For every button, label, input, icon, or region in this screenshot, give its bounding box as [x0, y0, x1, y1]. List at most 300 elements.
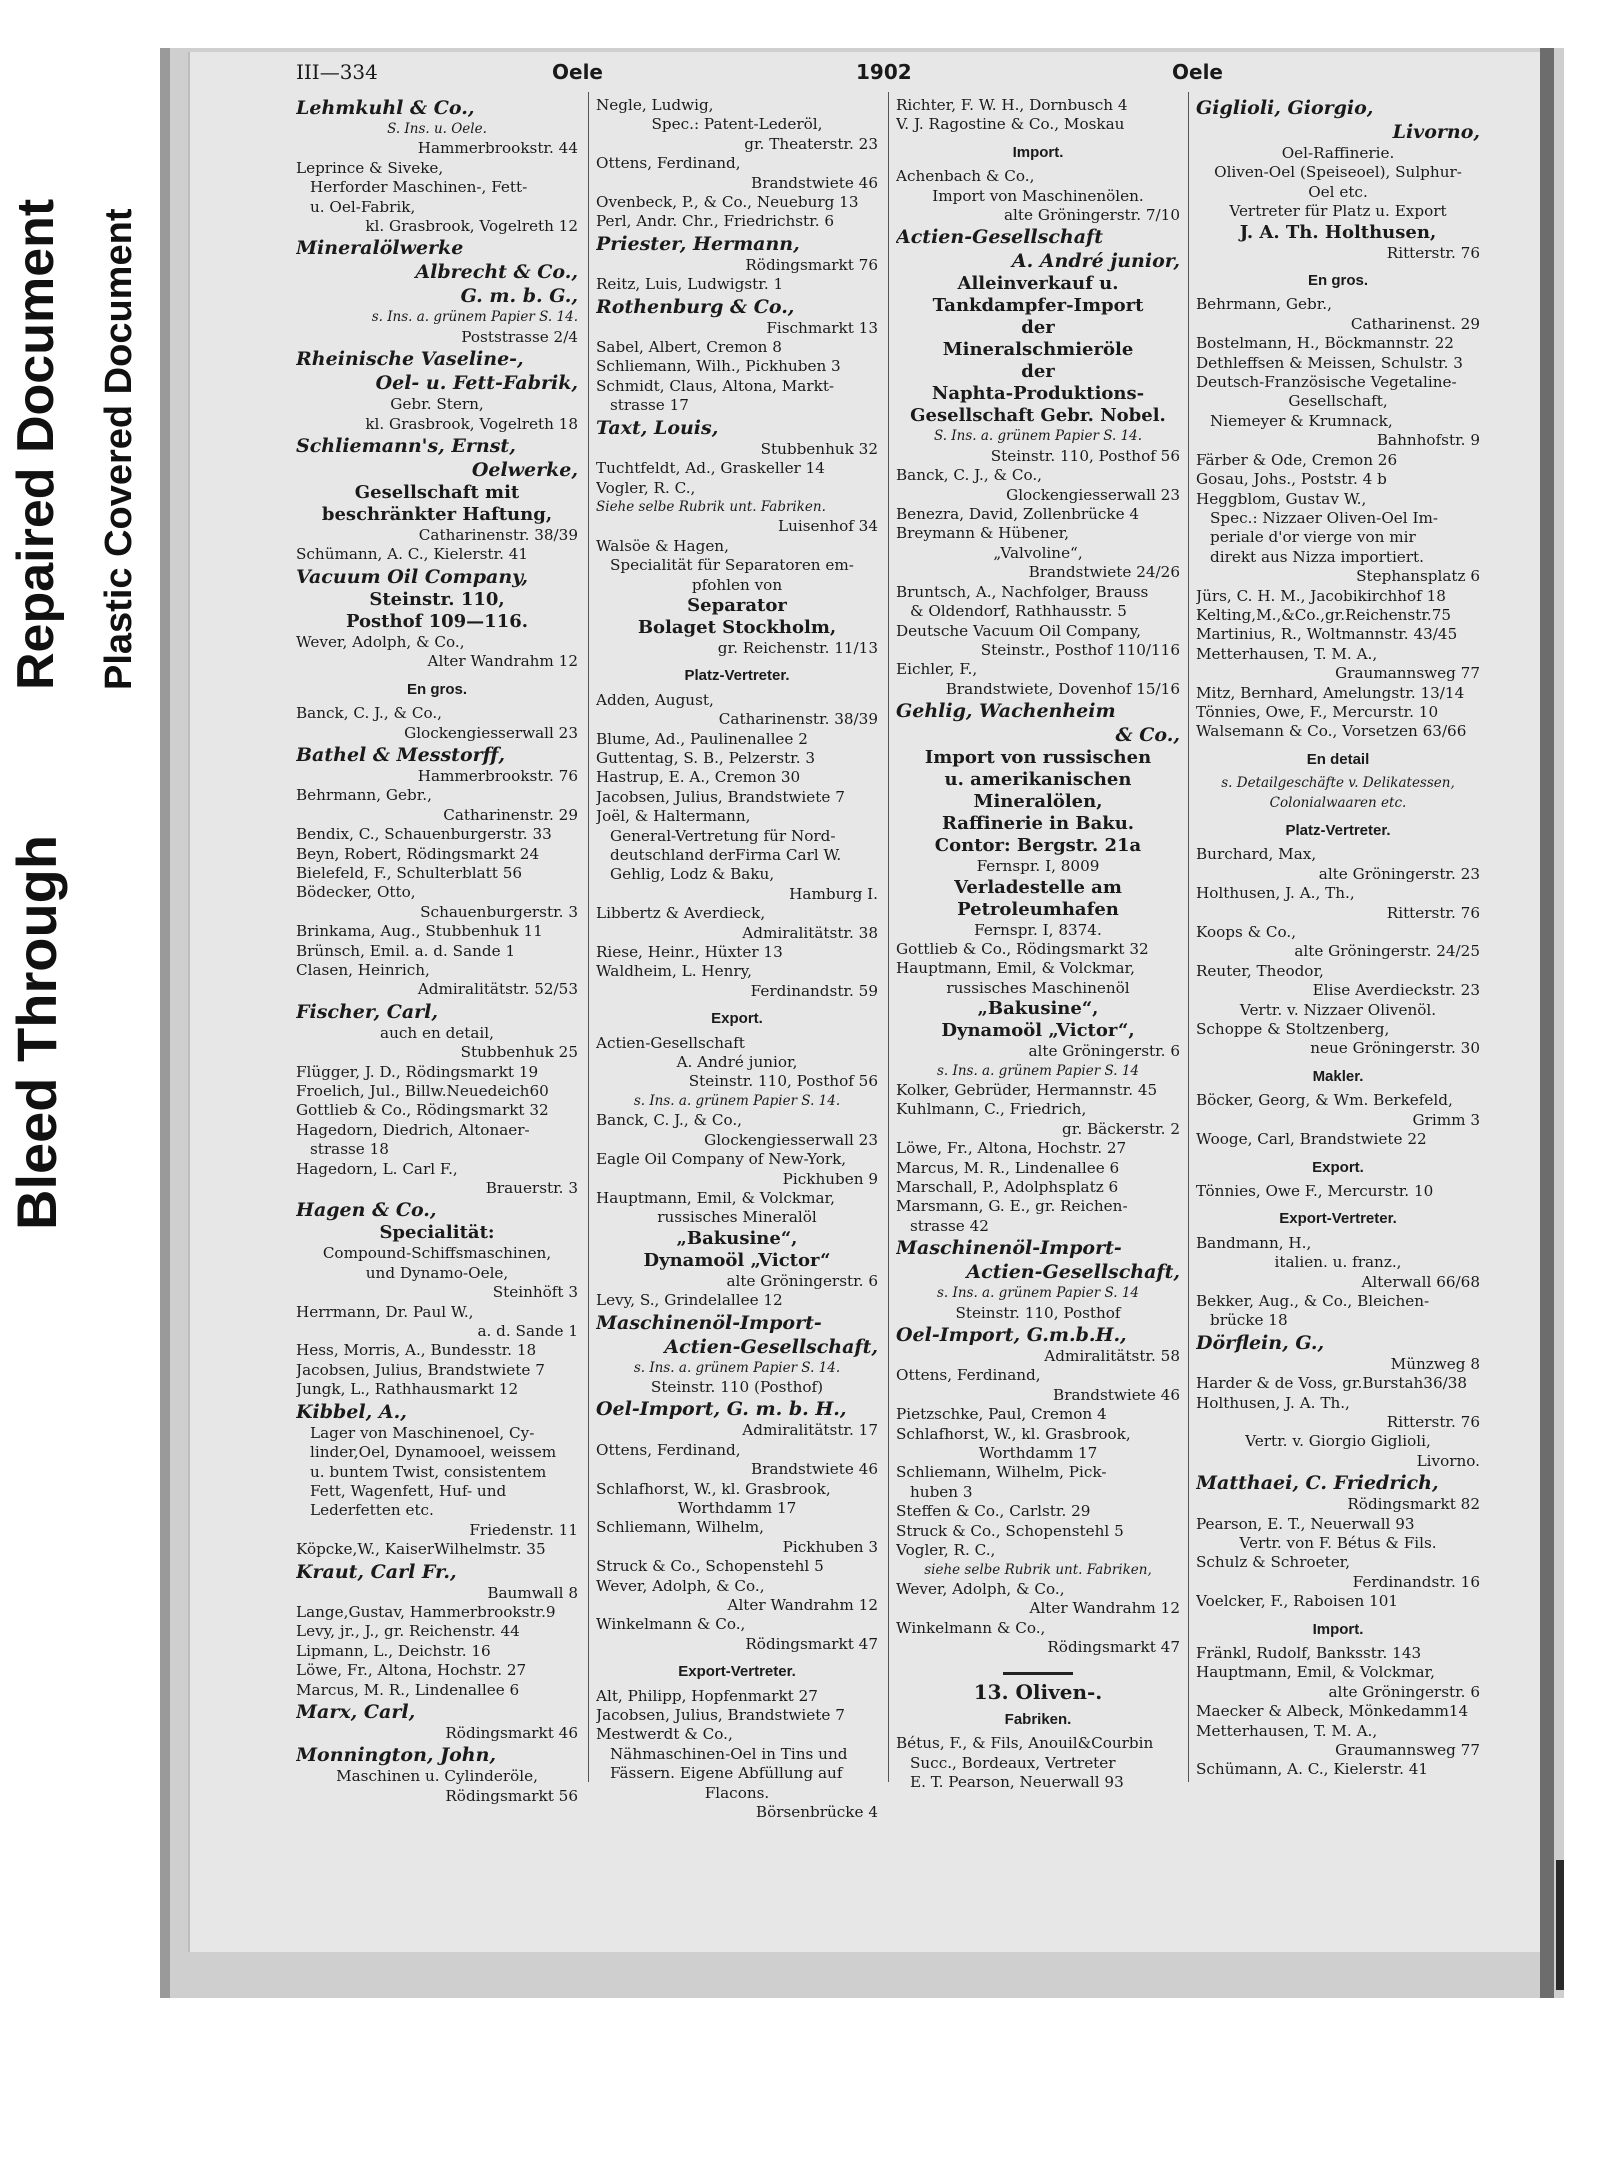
entry-line: Voelcker, F., Raboisen 101 — [1196, 1592, 1399, 1611]
entry-line: Breymann & Hübener, — [896, 524, 1070, 543]
entry-line: Catharinenstr. 38/39 — [418, 526, 578, 545]
entry-line: s. Ins. a. grünem Papier S. 14. — [633, 1359, 841, 1376]
entry-line: Riese, Heinr., Hüxter 13 — [596, 943, 783, 962]
entry-line: Catharinenstr. 29 — [443, 805, 578, 824]
entry-line: Fernspr. I, 8009 — [976, 857, 1100, 876]
page-number: III—334 — [296, 60, 378, 84]
label-plastic-covered: Plastic Covered Document — [98, 208, 140, 690]
entry-line: Ritterstr. 76 — [1386, 243, 1480, 262]
entry-line: Eagle Oil Company of New-York, — [596, 1150, 847, 1169]
entry-line: Import von russischen — [924, 747, 1152, 769]
entry-line: General-Vertretung für Nord- — [610, 826, 836, 845]
entry-line: Hastrup, E. A., Cremon 30 — [596, 768, 801, 787]
entry-line: Catharinenstr. 38/39 — [718, 710, 878, 729]
entry-line: Levy, S., Grindelallee 12 — [596, 1291, 783, 1310]
entry-line: Hammerbrookstr. 76 — [417, 766, 578, 785]
entry-line: Fässern. Eigene Abfüllung auf — [610, 1764, 843, 1783]
firm-name: A. André junior, — [1011, 250, 1180, 273]
firm-name: Oel-Import, G. m. b. H., — [596, 1398, 847, 1421]
entry-line: Pickhuben 9 — [782, 1169, 878, 1188]
entry-line: Rödingsmarkt 47 — [745, 1634, 878, 1653]
entry-line: Succ., Bordeaux, Vertreter — [910, 1753, 1116, 1772]
entry-line: Jungk, L., Rathhausmarkt 12 — [296, 1380, 519, 1399]
entry-line: Winkelmann & Co., — [596, 1615, 746, 1634]
entry-line: Petroleumhafen — [957, 898, 1119, 920]
entry-line: Kolker, Gebrüder, Hermannstr. 45 — [896, 1080, 1158, 1099]
firm-name: Marx, Carl, — [296, 1700, 416, 1723]
entry-line: kl. Grasbrook, Vogelreth 12 — [365, 217, 578, 236]
entry-line: Heggblom, Gustav W., — [1196, 489, 1367, 508]
entry-line: Löwe, Fr., Altona, Hochstr. 27 — [296, 1661, 527, 1680]
entry-line: Winkelmann & Co., — [896, 1618, 1046, 1637]
entry-line: Struck & Co., Schopenstehl 5 — [596, 1557, 824, 1576]
column-1 — [296, 96, 578, 1836]
entry-line: Bostelmann, H., Böckmannstr. 22 — [1196, 334, 1454, 353]
entry-line: u. buntem Twist, consistentem — [310, 1462, 547, 1481]
entry-line: Steinstr. 110, Posthof — [955, 1303, 1121, 1322]
entry-line: Walsöe & Hagen, — [596, 536, 729, 555]
entry-line: Herforder Maschinen-, Fett- — [310, 178, 528, 197]
entry-line: Glockengiesserwall 23 — [404, 723, 578, 742]
entry-line: Bruntsch, A., Nachfolger, Brauss — [896, 582, 1149, 601]
firm-name: Hagen & Co., — [296, 1199, 437, 1222]
entry-line: Guttentag, S. B., Pelzerstr. 3 — [596, 748, 816, 767]
entry-line: Pietzschke, Paul, Cremon 4 — [896, 1405, 1107, 1424]
entry-line: Münzweg 8 — [1390, 1354, 1480, 1373]
entry-line: Steinstr. 110 (Posthof) — [650, 1377, 824, 1396]
entry-line: Compound-Schiffsmaschinen, — [322, 1244, 552, 1263]
entry-line: Admiralitätstr. 38 — [742, 923, 878, 942]
entry-line: strasse 18 — [310, 1140, 389, 1159]
entry-line: Achenbach & Co., — [896, 167, 1035, 186]
entry-line: Schliemann, Wilhelm, Pick- — [896, 1463, 1107, 1482]
entry-line: Naphta-Produktions- — [931, 383, 1145, 405]
entry-line: Catharinenst. 29 — [1350, 314, 1480, 333]
entry-line: Spec.: Patent-Lederöl, — [651, 115, 823, 134]
entry-line: italien. u. franz., — [1274, 1253, 1402, 1272]
entry-line: Kelting,M.,&Co.,gr.Reichenstr.75 — [1196, 605, 1452, 624]
entry-line: Dynamoöl „Victor“ — [643, 1249, 831, 1271]
entry-line: Brandstwiete 46 — [1053, 1385, 1180, 1404]
entry-line: Marschall, P., Adolphsplatz 6 — [896, 1178, 1119, 1196]
entry-line: Pearson, E. T., Neuerwall 93 — [1196, 1514, 1415, 1533]
entry-line: Leprince & Siveke, — [296, 158, 444, 177]
entry-line: Böcker, Georg, & Wm. Berkefeld, — [1196, 1091, 1453, 1110]
entry-line: Worthdamm 17 — [677, 1498, 797, 1517]
entry-line: „Bakusine“, — [977, 998, 1099, 1020]
entry-line: Holthusen, J. A., Th., — [1196, 884, 1355, 903]
entry-line: Rödingsmarkt 76 — [745, 255, 878, 274]
entry-line: Tönnies, Owe, F., Mercurstr. 10 — [1196, 702, 1439, 721]
entry-line: Oel-Raffinerie. — [1281, 144, 1395, 162]
entry-line: alte Gröningerstr. 23 — [1318, 864, 1480, 883]
entry-line: Fischmarkt 13 — [766, 318, 878, 337]
entry-line: Ritterstr. 76 — [1386, 1412, 1480, 1431]
label-repaired-document: Repaired Document — [7, 198, 65, 690]
entry-line: Stubbenhuk 25 — [460, 1043, 578, 1062]
entry-line: & Oldendorf, Rathhausstr. 5 — [910, 602, 1127, 621]
entry-line: Koops & Co., — [1196, 923, 1297, 942]
section-heading: En gros. — [1307, 272, 1368, 290]
entry-line: Hagedorn, L. Carl F., — [296, 1159, 458, 1178]
entry-line: s. Ins. a. grünem Papier S. 14. — [633, 1092, 841, 1109]
entry-line: Oliven-Oel (Speiseoel), Sulphur- — [1214, 163, 1462, 182]
scan-corner-shadow — [1556, 1860, 1564, 1990]
section-rule — [1003, 1672, 1073, 1675]
entry-line: alte Gröningerstr. 6 — [1028, 1042, 1180, 1061]
entry-line: strasse 42 — [910, 1216, 989, 1235]
entry-line: Verladestelle am — [954, 876, 1122, 898]
entry-line: Benezra, David, Zollenbrücke 4 — [896, 505, 1140, 524]
entry-line: Mineralölen, — [973, 791, 1103, 813]
entry-line: Alter Wandrahm 12 — [1029, 1599, 1180, 1618]
entry-line: Richter, F. W. H., Dornbusch 4 — [896, 96, 1128, 114]
entry-line: pfohlen von — [691, 575, 783, 594]
entry-line: Brandstwiete 46 — [751, 173, 878, 192]
entry-line: Alt, Philipp, Hopfenmarkt 27 — [596, 1686, 818, 1705]
entry-line: 13. Oliven-. — [973, 1679, 1103, 1704]
entry-line: Mitz, Bernhard, Amelungstr. 13/14 — [1196, 683, 1465, 702]
firm-name: G. m. b. G., — [460, 285, 578, 308]
entry-line: „Bakusine“, — [676, 1227, 798, 1249]
entry-line: Banck, C. J., & Co., — [596, 1111, 742, 1130]
entry-line: siehe selbe Rubrik unt. Fabriken, — [924, 1561, 1152, 1578]
entry-line: strasse 17 — [610, 396, 689, 415]
entry-line: Schlafhorst, W., kl. Grasbrook, — [596, 1479, 831, 1498]
section-heading: Export-Vertreter. — [678, 1663, 796, 1681]
entry-line: Gebr. Stern, — [390, 395, 484, 414]
entry-line: Brandstwiete 24/26 — [1028, 563, 1180, 582]
entry-line: Banck, C. J., & Co., — [896, 466, 1042, 485]
scan-right-edge — [1540, 48, 1554, 1998]
entry-line: Fränkl, Rudolf, Banksstr. 143 — [1196, 1644, 1422, 1663]
header-year: 1902 — [856, 60, 912, 84]
entry-line: Pickhuben 3 — [782, 1537, 878, 1556]
entry-line: Banck, C. J., & Co., — [296, 704, 442, 723]
section-heading: Export-Vertreter. — [1279, 1210, 1397, 1228]
firm-name: Mineralölwerke — [296, 237, 464, 260]
entry-line: Dethleffsen & Meissen, Schulstr. 3 — [1196, 353, 1463, 372]
entry-line: s. Ins. a. grünem Papier S. 14. — [371, 309, 578, 326]
entry-line: Lipmann, L., Deichstr. 16 — [296, 1641, 491, 1660]
entry-line: Rödingsmarkt 47 — [1047, 1638, 1180, 1657]
entry-line: Bahnhofstr. 9 — [1376, 431, 1480, 450]
entry-line: Brandstwiete 46 — [751, 1460, 878, 1479]
section-heading: Export. — [1312, 1158, 1364, 1176]
entry-line: Brandstwiete, Dovenhof 15/16 — [945, 679, 1180, 698]
entry-line: der — [1021, 317, 1055, 339]
entry-line: Alter Wandrahm 12 — [427, 652, 578, 671]
entry-line: gr. Reichenstr. 11/13 — [717, 638, 878, 657]
entry-line: Glockengiesserwall 23 — [1006, 485, 1180, 504]
entry-line: Negle, Ludwig, — [596, 96, 714, 114]
entry-line: Schlafhorst, W., kl. Grasbrook, — [896, 1424, 1131, 1443]
entry-line: Oel etc. — [1308, 182, 1368, 201]
entry-line: Gottlieb & Co., Rödingsmarkt 32 — [296, 1101, 549, 1120]
firm-name: Priester, Hermann, — [596, 232, 800, 255]
entry-line: Contor: Bergstr. 21a — [934, 835, 1142, 857]
entry-line: Siehe selbe Rubrik unt. Fabriken. — [596, 498, 826, 515]
entry-line: Beyn, Robert, Rödingsmarkt 24 — [296, 844, 540, 863]
entry-line: Nähmaschinen-Oel in Tins und — [610, 1744, 848, 1763]
firm-name: Giglioli, Giorgio, — [1196, 97, 1374, 119]
entry-line: Vogler, R. C., — [896, 1541, 996, 1560]
firm-name: Actien-Gesellschaft — [896, 226, 1103, 249]
entry-line: Friedenstr. 11 — [469, 1520, 578, 1539]
entry-line: Rödingsmarkt 82 — [1347, 1495, 1480, 1514]
entry-line: Adden, August, — [596, 690, 714, 709]
entry-line: Schümann, A. C., Kielerstr. 41 — [296, 545, 529, 564]
entry-line: Gottlieb & Co., Rödingsmarkt 32 — [896, 939, 1149, 958]
entry-line: s. Ins. a. grünem Papier S. 14 — [937, 1062, 1139, 1079]
column-4 — [1196, 96, 1480, 1836]
entry-line: alte Gröningerstr. 7/10 — [1003, 206, 1180, 225]
label-bleed-through: Bleed Through — [5, 834, 68, 1230]
entry-line: Deutsch-Französische Vegetaline- — [1196, 373, 1457, 392]
entry-line: huben 3 — [910, 1482, 973, 1501]
entry-line: Schliemann, Wilh., Pickhuben 3 — [596, 357, 841, 376]
firm-name: Taxt, Louis, — [596, 416, 719, 439]
entry-line: Deutsche Vacuum Oil Company, — [896, 621, 1141, 640]
entry-line: Admiralitätstr. 58 — [1044, 1347, 1180, 1366]
entry-line: Separator — [687, 594, 787, 616]
entry-line: Ferdinandstr. 59 — [750, 981, 878, 1000]
entry-line: Schulz & Schroeter, — [1196, 1553, 1351, 1572]
entry-line: Lange,Gustav, Hammerbrookstr.9 — [296, 1602, 556, 1621]
entry-line: Libbertz & Averdieck, — [596, 904, 766, 923]
entry-line: Marcus, M. R., Lindenallee 6 — [896, 1158, 1120, 1177]
entry-line: auch en detail, — [380, 1023, 494, 1042]
entry-line: Schmidt, Claus, Altona, Markt- — [596, 376, 835, 395]
firm-name: Vacuum Oil Company, — [296, 565, 528, 588]
entry-line: Ritterstr. 76 — [1386, 903, 1480, 922]
entry-line: Worthdamm 17 — [978, 1444, 1098, 1463]
entry-line: Steinstr., Posthof 110/116 — [980, 640, 1180, 659]
entry-line: Niemeyer & Krumnack, — [1210, 411, 1393, 430]
entry-line: Luisenhof 34 — [778, 517, 878, 536]
entry-line: Gosau, Johs., Poststr. 4 b — [1196, 470, 1387, 489]
section-heading: En gros. — [406, 680, 467, 698]
entry-line: s. Detailgeschäfte v. Delikatessen, — [1221, 775, 1455, 792]
entry-line: Vertr. v. Nizzaer Olivenöl. — [1239, 1000, 1437, 1019]
entry-line: neue Gröningerstr. 30 — [1310, 1039, 1480, 1058]
entry-line: Metterhausen, T. M. A., — [1196, 644, 1378, 663]
entry-line: Jürs, C. H. M., Jacobikirchhof 18 — [1196, 586, 1446, 605]
entry-line: Hauptmann, Emil, & Volckmar, — [896, 959, 1135, 978]
entry-line: Vertr. von F. Bétus & Fils. — [1239, 1534, 1437, 1552]
section-heading: Platz-Vertreter. — [1285, 822, 1391, 839]
entry-line: Färber & Ode, Cremon 26 — [1196, 450, 1398, 469]
firm-name: Rheinische Vaseline-, — [296, 348, 524, 371]
entry-line: Börsenbrücke 4 — [755, 1803, 878, 1822]
entry-line: Bendix, C., Schauenburgerstr. 33 — [296, 825, 552, 844]
entry-line: Colonialwaaren etc. — [1269, 794, 1407, 811]
entry-line: „Valvoline“, — [993, 543, 1083, 562]
entry-line: Hagedorn, Diedrich, Altonaer- — [296, 1120, 530, 1139]
entry-line: alte Gröningerstr. 6 — [726, 1271, 878, 1290]
entry-line: Mestwerdt & Co., — [596, 1725, 733, 1744]
entry-line: Wever, Adolph, & Co., — [596, 1576, 765, 1595]
entry-line: Lager von Maschinenoel, Cy- — [310, 1423, 535, 1442]
firm-name: Matthaei, C. Friedrich, — [1196, 1472, 1439, 1495]
entry-line: Baumwall 8 — [487, 1583, 578, 1602]
firm-name: Kibbel, A., — [296, 1400, 407, 1423]
entry-line: Alterwall 66/68 — [1361, 1272, 1480, 1291]
entry-line: Wever, Adolph, & Co., — [296, 632, 465, 651]
entry-line: Froelich, Jul., Billw.Neuedeich60 — [296, 1082, 549, 1100]
entry-line: Schliemann, Wilhelm, — [596, 1518, 764, 1537]
entry-line: Hamburg I. — [789, 884, 878, 903]
entry-line: Jacobsen, Julius, Brandstwiete 7 — [596, 787, 845, 806]
entry-line: Brünsch, Emil. a. d. Sande 1 — [296, 941, 516, 960]
entry-line: deutschland derFirma Carl W. — [610, 846, 842, 864]
entry-line: Flügger, J. D., Rödingsmarkt 19 — [296, 1062, 539, 1081]
entry-line: gr. Bäckerstr. 2 — [1062, 1119, 1180, 1138]
entry-line: Ottens, Ferdinand, — [596, 1440, 741, 1459]
entry-line: Holthusen, J. A. Th., — [1196, 1393, 1350, 1412]
entry-line: und Dynamo-Oele, — [365, 1263, 509, 1282]
entry-line: Wooge, Carl, Brandstwiete 22 — [1196, 1130, 1427, 1149]
entry-line: Graumannsweg 77 — [1335, 664, 1480, 683]
firm-name: Actien-Gesellschaft, — [664, 1335, 878, 1358]
entry-line: Levy, jr., J., gr. Reichenstr. 44 — [296, 1622, 520, 1641]
entry-line: Lederfetten etc. — [310, 1501, 434, 1520]
firm-name: Oelwerke, — [471, 459, 578, 482]
entry-line: Elise Averdieckstr. 23 — [1312, 981, 1480, 1000]
firm-name: Albrecht & Co., — [415, 261, 578, 284]
entry-line: russisches Mineralöl — [657, 1208, 817, 1227]
firm-name: Maschinenöl-Import- — [596, 1311, 822, 1334]
entry-line: Hess, Morris, A., Bundesstr. 18 — [296, 1341, 537, 1360]
entry-line: u. amerikanischen — [944, 769, 1132, 791]
entry-line: Bödecker, Otto, — [296, 883, 416, 902]
entry-line: brücke 18 — [1210, 1311, 1288, 1330]
entry-line: u. Oel-Fabrik, — [310, 197, 416, 216]
entry-line: Clasen, Heinrich, — [296, 960, 430, 979]
entry-line: Struck & Co., Schopenstehl 5 — [896, 1521, 1124, 1540]
entry-line: s. Ins. a. grünem Papier S. 14 — [937, 1285, 1139, 1302]
entry-line: S. Ins. a. grünem Papier S. 14. — [933, 428, 1143, 445]
entry-line: Glockengiesserwall 23 — [704, 1130, 878, 1149]
entry-line: Mineralschmieröle — [942, 339, 1134, 361]
entry-line: Stephansplatz 6 — [1356, 567, 1480, 586]
entry-line: Brauerstr. 3 — [485, 1179, 578, 1198]
entry-line: alte Gröningerstr. 24/25 — [1294, 942, 1480, 961]
firm-name: Fischer, Carl, — [296, 1000, 439, 1023]
entry-line: Metterhausen, T. M. A., — [1196, 1721, 1378, 1740]
section-heading: Platz-Vertreter. — [684, 667, 790, 685]
entry-line: Rödingsmarkt 56 — [445, 1786, 578, 1805]
firm-name: Oel-Import, G.m.b.H., — [896, 1324, 1127, 1347]
entry-line: V. J. Ragostine & Co., Moskau — [896, 115, 1125, 134]
entry-line: Stubbenhuk 32 — [760, 439, 878, 458]
entry-line: Reuter, Theodor, — [1196, 961, 1324, 980]
section-heading: Import. — [1012, 143, 1064, 161]
firm-name: Gehlig, Wachenheim — [896, 700, 1116, 723]
entry-line: Eichler, F., — [896, 660, 978, 679]
entry-line: Hauptmann, Emil, & Volckmar, — [1196, 1663, 1435, 1682]
firm-name: Monnington, John, — [296, 1744, 497, 1767]
entry-line: Schümann, A. C., Kielerstr. 41 — [1196, 1760, 1429, 1779]
firm-name: Rothenburg & Co., — [596, 295, 795, 318]
entry-line: Hauptmann, Emil, & Volckmar, — [596, 1188, 835, 1207]
entry-line: Admiralitätstr. 17 — [742, 1421, 878, 1440]
entry-line: Schauenburgerstr. 3 — [420, 902, 578, 921]
entry-line: Brinkama, Aug., Stubbenhuk 11 — [296, 922, 543, 941]
entry-line: Gesellschaft mit — [354, 482, 520, 504]
entry-line: Ovenbeck, P., & Co., Neueburg 13 — [596, 193, 859, 212]
entry-line: Gesellschaft Gebr. Nobel. — [910, 405, 1166, 427]
entry-line: Tuchtfeldt, Ad., Graskeller 14 — [596, 459, 825, 478]
entry-line: Admiralitätstr. 52/53 — [417, 980, 578, 999]
entry-line: Fett, Wagenfett, Huf- und — [310, 1481, 507, 1500]
entry-line: der — [1021, 361, 1055, 383]
entry-line: Ottens, Ferdinand, — [896, 1366, 1041, 1385]
section-heading: Import. — [1312, 1620, 1364, 1638]
firm-name: & Co., — [1115, 724, 1180, 747]
entry-line: Grimm 3 — [1412, 1110, 1480, 1129]
entry-line: Vogler, R. C., — [596, 478, 696, 497]
page-header — [296, 60, 1223, 90]
column-3 — [896, 96, 1180, 1836]
entry-line: Sabel, Albert, Cremon 8 — [596, 338, 782, 357]
entry-line: Steffen & Co., Carlstr. 29 — [896, 1502, 1091, 1521]
entry-line: Bekker, Aug., & Co., Bleichen- — [1196, 1291, 1430, 1310]
firm-name: Dörflein, G., — [1196, 1331, 1325, 1354]
entry-line: Vertr. v. Giorgio Giglioli, — [1245, 1432, 1431, 1451]
entry-line: Joël, & Haltermann, — [596, 807, 751, 826]
entry-line: Kuhlmann, C., Friedrich, — [896, 1100, 1087, 1119]
entry-line: Bétus, F., & Fils, Anouil&Courbin — [896, 1734, 1154, 1753]
entry-line: Bandmann, H., — [1196, 1233, 1312, 1252]
column-divider — [588, 92, 589, 1782]
entry-line: Posthof 109—116. — [345, 610, 529, 632]
entry-line: Martinius, R., Woltmannstr. 43/45 — [1196, 625, 1458, 644]
entry-line: Blume, Ad., Paulinenallee 2 — [596, 729, 808, 748]
entry-line: Löwe, Fr., Altona, Hochstr. 27 — [896, 1139, 1127, 1158]
section-heading: Export. — [711, 1010, 763, 1028]
entry-line: Behrmann, Gebr., — [296, 786, 432, 805]
entry-line: Flacons. — [704, 1783, 770, 1802]
entry-line: Perl, Andr. Chr., Friedrichstr. 6 — [596, 212, 835, 231]
column-divider — [1188, 92, 1189, 1782]
header-left-word: Oele — [552, 60, 603, 84]
entry-line: russisches Maschinenöl — [946, 978, 1130, 997]
entry-line: Steinstr. 110, Posthof 56 — [688, 1072, 878, 1091]
entry-line: linder,Oel, Dynamooel, weissem — [310, 1443, 557, 1462]
entry-line: direkt aus Nizza importiert. — [1210, 547, 1424, 566]
entry-line: kl. Grasbrook, Vogelreth 18 — [365, 414, 578, 433]
entry-line: Ottens, Ferdinand, — [596, 154, 741, 173]
entry-line: a. d. Sande 1 — [477, 1322, 578, 1341]
entry-line: Actien-Gesellschaft — [596, 1033, 745, 1052]
side-labels — [0, 190, 150, 1230]
section-heading: Makler. — [1312, 1067, 1364, 1085]
entry-line: Alleinverkauf u. — [957, 273, 1119, 295]
entry-line: J. A. Th. Holthusen, — [1239, 221, 1437, 243]
entry-line: E. T. Pearson, Neuerwall 93 — [910, 1773, 1124, 1792]
entry-line: Tankdampfer-Import — [932, 295, 1144, 317]
firm-name: Schliemann's, Ernst, — [296, 435, 516, 458]
column-divider — [888, 92, 889, 1782]
entry-line: Dynamoöl „Victor“, — [941, 1020, 1135, 1042]
entry-line: S. Ins. u. Oele. — [387, 121, 487, 137]
entry-line: periale d'or vierge von mir — [1210, 528, 1416, 547]
firm-name: Maschinenöl-Import- — [896, 1237, 1122, 1260]
section-heading: Fabriken. — [1004, 1710, 1072, 1728]
entry-line: Maecker & Albeck, Mönkedamm14 — [1196, 1702, 1469, 1721]
column-2 — [596, 96, 878, 1836]
